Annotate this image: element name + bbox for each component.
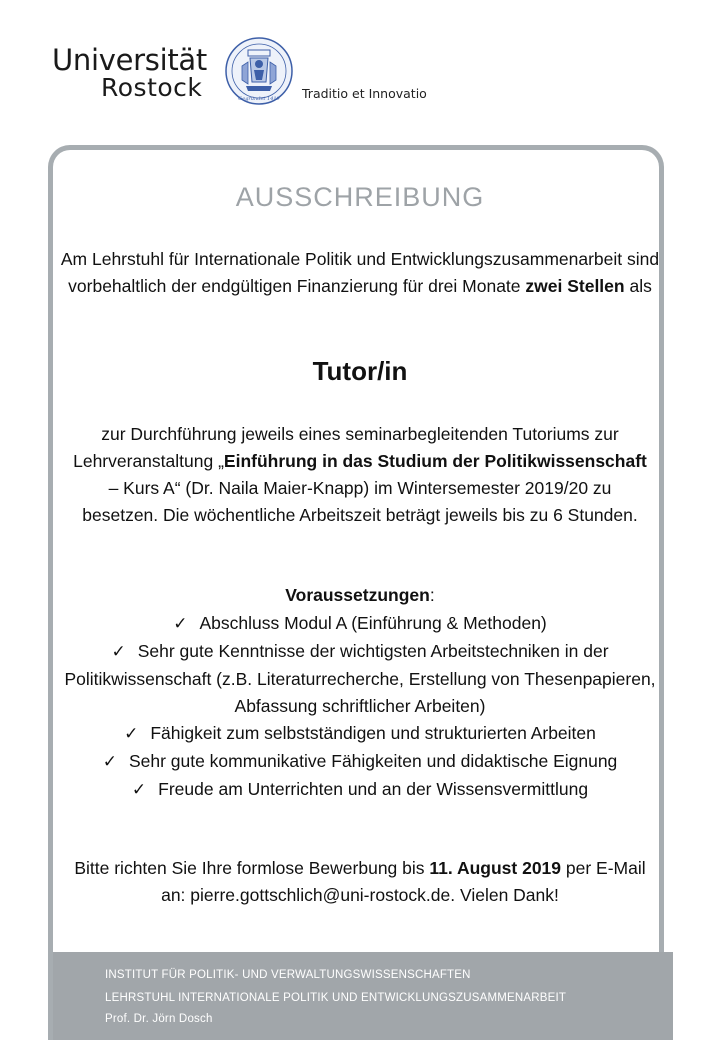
description-text-2: – Kurs A“ (Dr. Naila Maier-Knapp) im Wintersemester 2019/20 zu besetzen. Die wöchentliche Arbeitszeit beträgt jeweils bis zu 6 Stunden. bbox=[82, 478, 638, 525]
requirement-item bbox=[60, 610, 660, 638]
checkmark-icon: ✓ bbox=[131, 780, 147, 800]
checkmark-icon: ✓ bbox=[124, 724, 139, 744]
requirements-heading-colon: : bbox=[429, 585, 435, 605]
university-motto: Traditio et Innovatio bbox=[302, 86, 427, 101]
announcement-title: AUSSCHREIBUNG bbox=[235, 182, 485, 212]
intro-paragraph bbox=[60, 246, 660, 300]
requirement-item bbox=[60, 748, 660, 776]
university-city: Rostock bbox=[101, 73, 203, 102]
footer-chair: LEHRSTUHL INTERNATIONALE POLITIK UND ENTWICKLUNGSZUSAMMENARBEIT bbox=[105, 992, 567, 1004]
page-header bbox=[0, 0, 720, 140]
requirement-item bbox=[60, 776, 660, 804]
seal-inscription: Gegründet 1419 bbox=[238, 96, 280, 102]
course-title: Einführung in das Studium der Politikwissenschaft bbox=[223, 451, 647, 471]
requirement-item bbox=[60, 720, 660, 748]
requirements-heading bbox=[0, 585, 720, 606]
requirement-text: Sehr gute Kenntnisse der wichtigsten Arbeitstechniken in der Politikwissenschaft (z.B. Literaturrecherche, Erstellung von Thesenpapieren, Abfassung schriftlicher Arbeiten) bbox=[64, 641, 656, 716]
checkmark-icon: ✓ bbox=[111, 642, 126, 662]
requirements-list bbox=[60, 610, 660, 804]
application-text-1: Bitte richten Sie Ihre formlose Bewerbung bis bbox=[74, 858, 430, 878]
checkmark-icon: ✓ bbox=[102, 752, 117, 772]
footer-institute: INSTITUT FÜR POLITIK- UND VERWALTUNGSWISSENSCHAFTEN bbox=[105, 969, 471, 981]
requirement-text: Sehr gute kommunikative Fähigkeiten und didaktische Eignung bbox=[128, 751, 618, 771]
page-footer bbox=[53, 952, 673, 1040]
intro-text-1: Am Lehrstuhl für Internationale Politik und Entwicklungszusammenarbeit sind vorbehaltlich der endgültigen Finanzierung für drei Monate bbox=[60, 249, 660, 296]
description-text-1: zur Durchführung jeweils eines seminarbegleitenden Tutoriums zur Lehrveranstaltung „ bbox=[73, 424, 619, 471]
requirement-text: Freude am Unterrichten und an der Wissensvermittlung bbox=[158, 779, 589, 799]
position-title: Tutor/in bbox=[312, 356, 408, 386]
requirement-text: Abschluss Modul A (Einführung & Methoden) bbox=[199, 613, 547, 633]
footer-professor: Prof. Dr. Jörn Dosch bbox=[105, 1013, 213, 1025]
intro-text-2: als bbox=[624, 276, 652, 296]
university-seal-icon bbox=[224, 36, 294, 106]
application-paragraph bbox=[60, 855, 660, 909]
application-text-2: per E-Mail an: pierre.gottschlich@uni-rostock.de. Vielen Dank! bbox=[161, 858, 646, 905]
university-name: Universität bbox=[52, 43, 207, 77]
intro-positions-count: zwei Stellen bbox=[525, 276, 625, 296]
requirement-text: Fähigkeit zum selbstständigen und strukturierten Arbeiten bbox=[150, 723, 596, 743]
requirement-item bbox=[60, 638, 660, 720]
checkmark-icon: ✓ bbox=[173, 614, 188, 634]
application-deadline: 11. August 2019 bbox=[429, 858, 562, 878]
description-paragraph bbox=[70, 421, 650, 529]
requirements-heading-label: Voraussetzungen bbox=[285, 585, 430, 605]
university-logo-text bbox=[52, 43, 207, 102]
